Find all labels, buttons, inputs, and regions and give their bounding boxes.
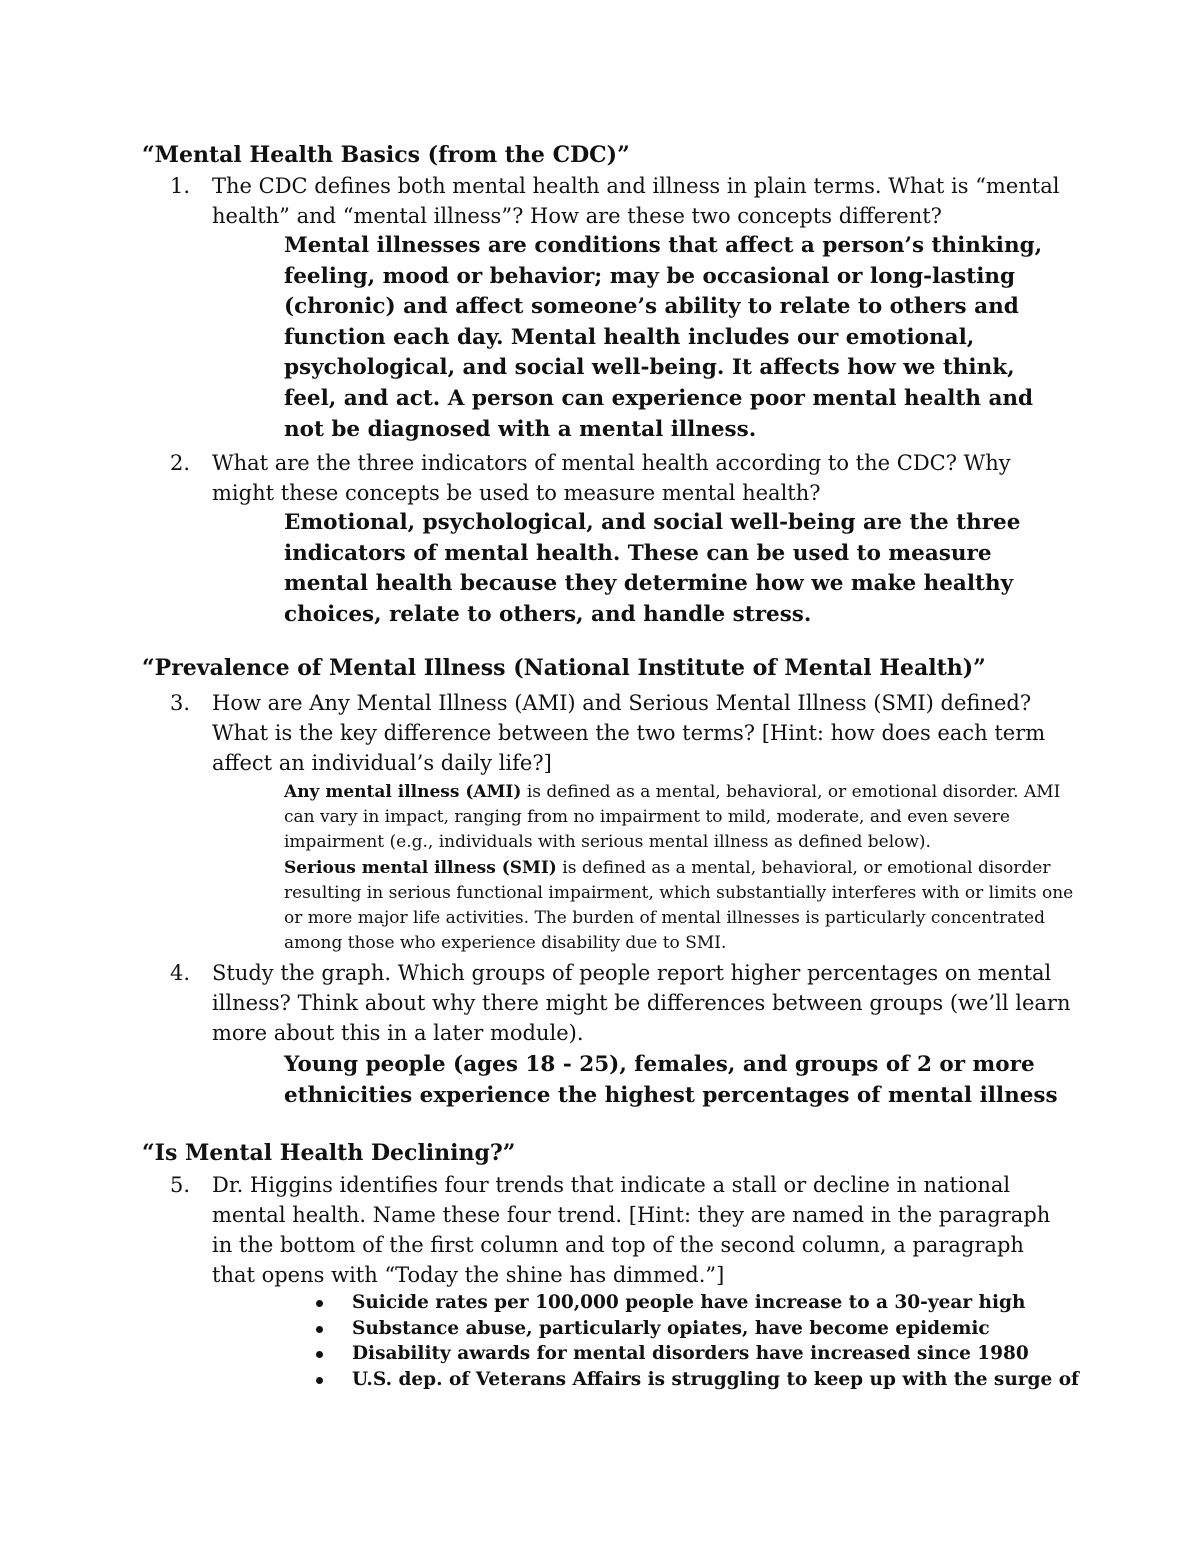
- answer-1: Mental illnesses are conditions that affect a person’s thinking, feeling, mood or behavior; may be occasional or long-lasting (chronic) and affect someone’s ability to relate to others and function each day. Mental health includes our emotional, psychological, and social well-being. It affects how we think, feel, and act. A person can experience poor mental health and not be diagnosed with a mental illness.: [284, 233, 1043, 442]
- bullet-dot-icon: [316, 1300, 323, 1307]
- question-text: Study the graph. Which groups of people report higher percentages on mental illness? Think about why there might be differences between groups (we’ll learn more about this in a later module).: [212, 961, 1071, 1045]
- answer-2: Emotional, psychological, and social well-being are the three indicators of mental health. These can be used to measure mental health because they determine how we make healthy choices, relate to others, and handle stress.: [284, 510, 1021, 627]
- definition-text: is defined as a mental, behavioral, or emotional disorder resulting in serious functional impairment, which substantially interferes with or limits one or more major life activities. The burden of mental illnesses is particularly concentrated among those who experience disability due to SMI.: [284, 857, 1074, 954]
- bullet-dot-icon: [316, 1351, 323, 1358]
- definition-ami: [284, 780, 1084, 856]
- bullet-dot-icon: [316, 1377, 323, 1384]
- section-title-prevalence: “Prevalence of Mental Illness (National Institute of Mental Health)”: [142, 655, 986, 681]
- question-number: 4.: [170, 961, 191, 985]
- section-title-is-mental-health-declining: “Is Mental Health Declining?”: [142, 1140, 516, 1166]
- trend-bullet-list: [300, 1290, 1080, 1392]
- question-number: 5.: [170, 1173, 191, 1197]
- question-number: 2.: [170, 451, 191, 475]
- question-text: What are the three indicators of mental health according to the CDC? Why might these concepts be used to measure mental health?: [212, 451, 1011, 505]
- section-title-mental-health-basics: “Mental Health Basics (from the CDC)”: [142, 142, 630, 168]
- bullet-dot-icon: [316, 1326, 323, 1333]
- list-item: U.S. dep. of Veterans Affairs is struggling to keep up with the surge of: [300, 1367, 1080, 1393]
- question-text: Dr. Higgins identifies four trends that indicate a stall or decline in national mental health. Name these four trend. [Hint: they are named in the paragraph in the bottom of the first column and top of the second column, a paragraph that opens with “Today the shine has dimmed.”]: [212, 1173, 1051, 1287]
- list-item: Suicide rates per 100,000 people have increase to a 30-year high: [300, 1290, 1080, 1316]
- answer-3-definitions: [284, 780, 1084, 956]
- answer-4: Young people (ages 18 - 25), females, and groups of 2 or more ethnicities experience the highest percentages of mental illness: [284, 1052, 1058, 1108]
- list-item: Disability awards for mental disorders have increased since 1980: [300, 1341, 1080, 1367]
- question-number: 1.: [170, 174, 191, 198]
- question-text: How are Any Mental Illness (AMI) and Serious Mental Illness (SMI) defined? What is the key difference between the two terms? [Hint: how does each term affect an individual’s daily life?]: [212, 691, 1046, 775]
- question-number: 3.: [170, 691, 191, 715]
- question-text: The CDC defines both mental health and illness in plain terms. What is “mental health” and “mental illness”? How are these two concepts different?: [212, 174, 1060, 228]
- definition-text: is defined as a mental, behavioral, or emotional disorder. AMI can vary in impact, ranging from no impairment to mild, moderate, and even severe impairment (e.g., individuals with serious mental illness as defined below).: [284, 782, 1061, 853]
- list-item: Substance abuse, particularly opiates, have become epidemic: [300, 1316, 1080, 1342]
- definition-term: Serious mental illness (SMI): [284, 857, 557, 878]
- definition-term: Any mental illness (AMI): [284, 782, 522, 802]
- definition-smi: [284, 856, 1084, 957]
